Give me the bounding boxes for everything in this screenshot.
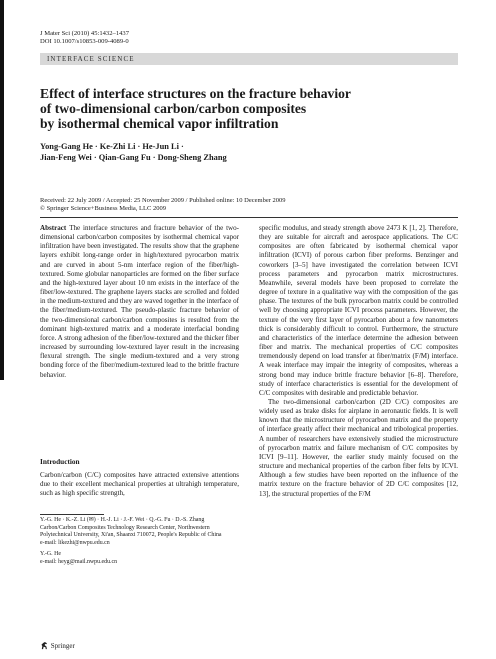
journal-citation: J Mater Sci (2010) 45:1432–1437: [40, 30, 130, 37]
section-band: [40, 53, 458, 65]
title-line-3: by isothermal chemical vapor infiltration: [40, 116, 279, 131]
article-title: [40, 86, 460, 131]
right-paragraph-1: specific modulus, and steady strength above 2473 K [1, 2]. Therefore, they are suitable for aircraft and aerospace applications. The C/C composites are often fabricated by isothermal chemical vapor infiltration (ICVI) of porous carbon fiber preforms. Benzinger and coworkers [3–5] have investigated the correlation between ICVI process parameters and pyrocarbon matrix microstructures. Meanwhile, several models have been proposed to correlate the degree of texture in a qualitative way with the composition of the gas phase. The textures of the bulk pyrocarbon matrix could be controlled well by choosing appropriate ICVI process parameters. However, the texture of the very first layer of pyrocarbon about a few nanometers thick is considerably difficult to control. Furthermore, the structure and characteristics of the interface determine the adhesion between fiber and matrix. The mechanical properties of C/C composites tremendously depend on load transfer at fiber/matrix (F/M) interface. A weak interface may impair the integrity of composites, whereas a strong bond may induce brittle fracture behavior [6–8]. Therefore, study of interface characteristics is essential for the development of C/C composites with desirable and predictable behavior.: [259, 224, 458, 397]
publisher-name: Springer: [50, 642, 75, 650]
footnote-email-1: e-mail: likezhi@nwpu.edu.cn: [40, 539, 110, 546]
journal-doi: DOI 10.1007/s10853-009-4089-0: [40, 38, 129, 46]
author-list: [40, 141, 460, 163]
abstract-block: [40, 224, 239, 380]
footnote-second-name: Y.-G. He: [40, 551, 61, 558]
dates-line: Received: 22 July 2009 / Accepted: 25 November 2009 / Published online: 10 December 2009: [40, 197, 286, 204]
header-rule: [40, 217, 458, 218]
footnote-institution: Carbon/Carbon Composites Technology Research Center, Northwestern Polytechnical University, Xi'an, Shaanxi 710072, People's Republic of China: [40, 524, 222, 539]
abstract-text: The interface structures and fracture behavior of the two-dimensional carbon/carbon composites by isothermal chemical vapor infiltration have been investigated. The results show that the graphene layers exhibit long-range order in high/textured pyrocarbon matrix and are curved in about 5-nm interface region of the fiber/high-textured. Some globular nanoparticles are formed on the fiber surface and the high-textured layer about 10 nm exists in the interface of the fiber/low-textured. The graphene layers stacks are scrolled and folded in the medium-textured and they are waved together in the interface of the fiber/medium-textured. The pseudo-plastic fracture behavior of the two-dimensional carbon/carbon composites is resulted from the dominant high-textured matrix and a moderate interfacial bonding force. A strong adhesion of the fiber/low-textured and the thicker fiber increased by surrounding low-textured layer result in the increasing flexural strength. The single medium-textured and a very strong bonding force of the fiber/medium-textured lead to the brittle fracture behavior.: [40, 224, 239, 379]
footnote-rule: [40, 514, 104, 515]
authors-line-1: Yong-Gang He · Ke-Zhi Li · He-Jun Li ·: [40, 142, 184, 151]
copyright-line: © Springer Science+Business Media, LLC 2009: [40, 205, 166, 213]
footnote-names: Y.-G. He · K.-Z. Li (✉) · H.-J. Li · J.-F. Wei · Q.-G. Fu · D.-S. Zhang: [40, 517, 205, 523]
title-line-1: Effect of interface structures on the fracture behavior: [40, 86, 351, 101]
introduction-text-block: [40, 471, 239, 498]
title-line-2: of two-dimensional carbon/carbon composites: [40, 101, 307, 116]
abstract-heading: Abstract: [40, 224, 67, 232]
author-footnote: [40, 517, 239, 566]
page-edge-bar: [0, 0, 4, 380]
section-label: INTERFACE SCIENCE: [47, 54, 135, 63]
publication-dates: [40, 197, 460, 214]
journal-header: [40, 30, 129, 47]
authors-line-2: Jian-Feng Wei · Qian-Gang Fu · Dong-Sheng Zhang: [40, 153, 227, 162]
introduction-text: Carbon/carbon (C/C) composites have attracted extensive attentions due to their excellent mechanical properties at ultrahigh temperature, such as high specific strength,: [40, 471, 239, 498]
footnote-email-2: e-mail: heyg@mail.nwpu.edu.cn: [40, 558, 118, 565]
springer-horse-icon: [40, 642, 51, 650]
introduction-heading: Introduction: [40, 457, 80, 466]
right-column: [259, 224, 458, 499]
publisher-mark: [40, 641, 75, 650]
right-paragraph-2: The two-dimensional carbon/carbon (2D C/C) composites are widely used as brake disks for airplane in aeronautic fields. It is well known that the microstructure of pyrocarbon matrix and the property of interface greatly affect their mechanical and tribological properties. A number of researchers have extensively studied the microstructure of pyrocarbon matrix and failure mechanism of C/C composites by ICVI [9–11]. However, the earlier study mainly focused on the structure and mechanical properties of the carbon fiber felts by ICVI. Although a few studies have been reported on the influence of the matrix texture on the fracture behavior of 2D C/C composites [12, 13], the structural properties of the F/M: [259, 397, 458, 498]
